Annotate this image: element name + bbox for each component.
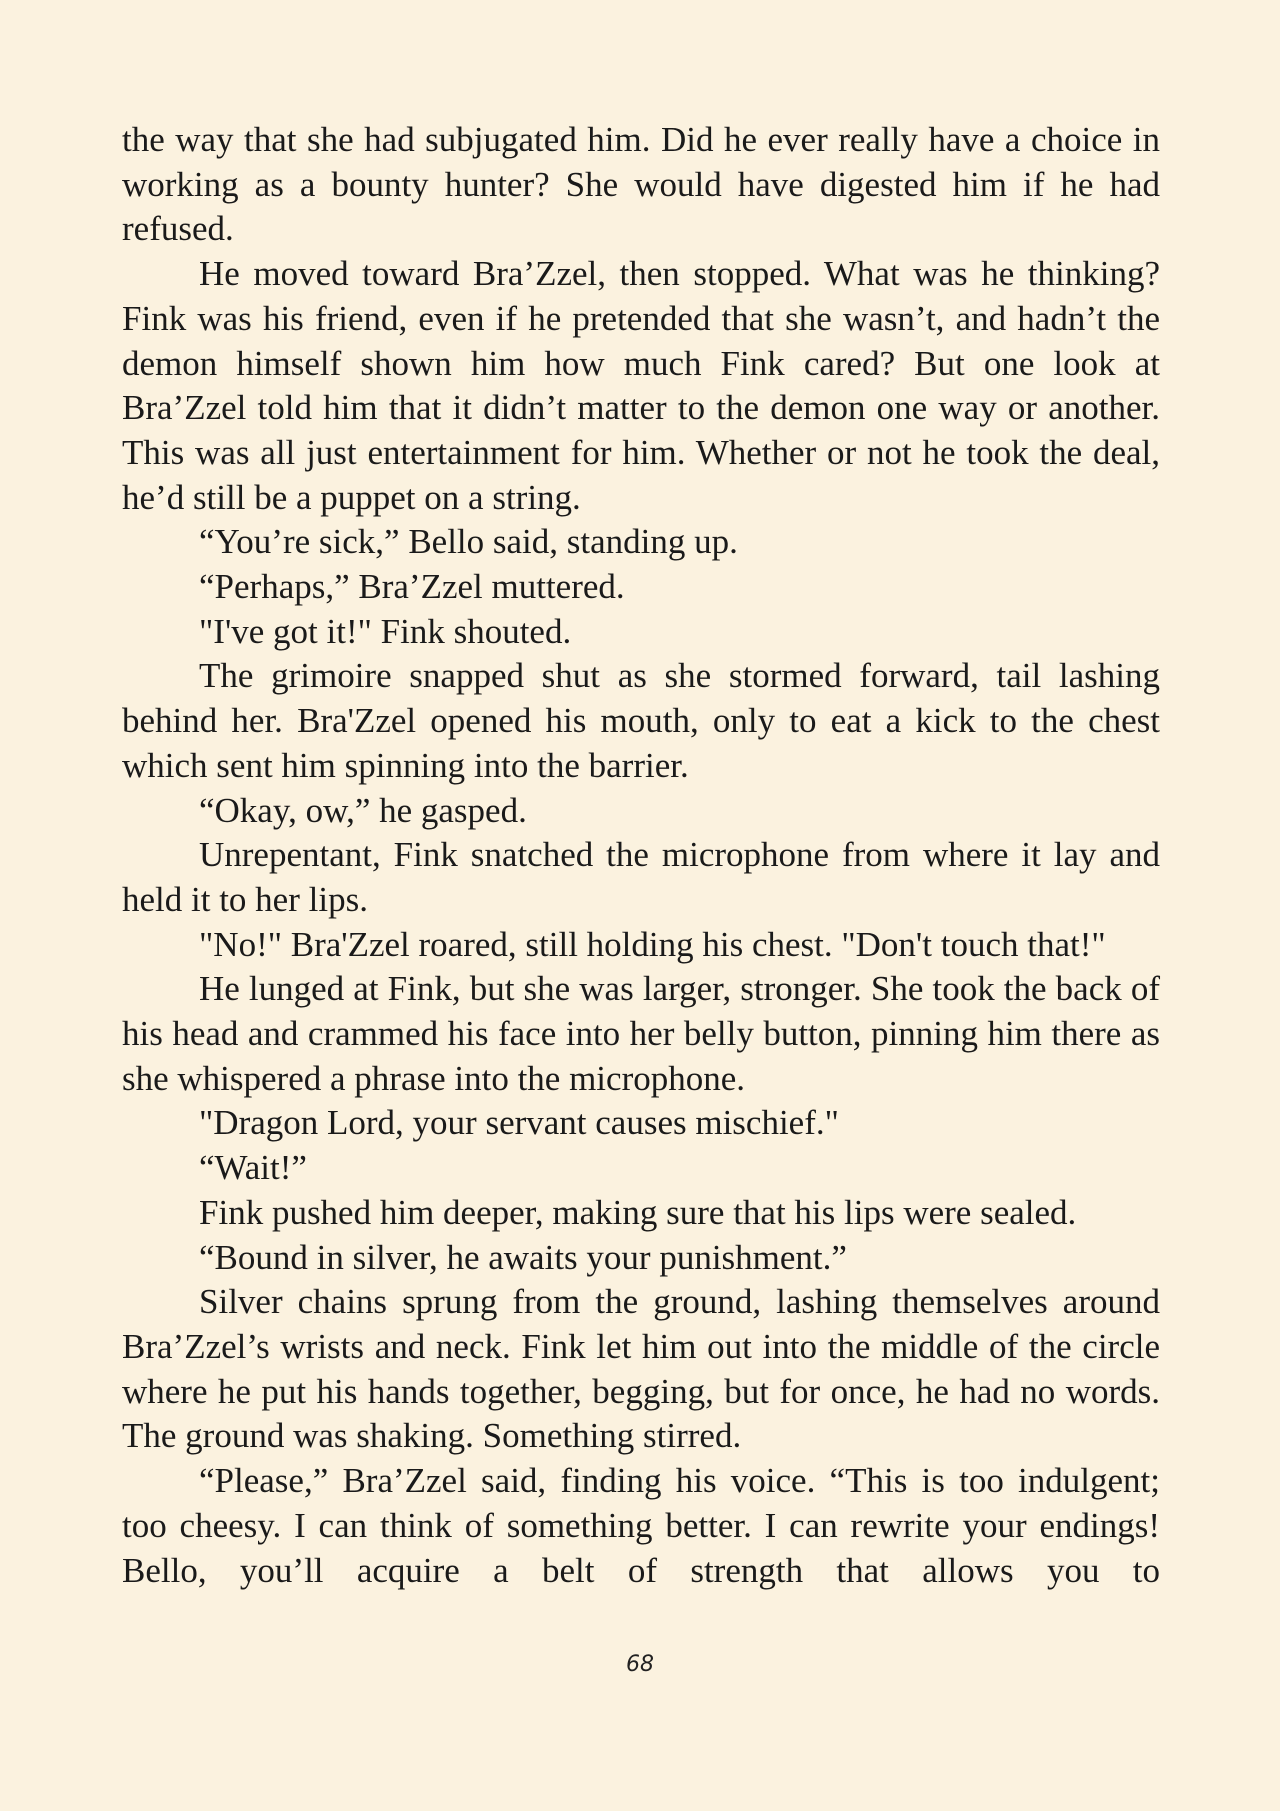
paragraph: “Okay, ow,” he gasped. — [199, 790, 527, 830]
paragraph: “Wait!” — [199, 1148, 307, 1188]
paragraph: “Perhaps,” Bra’Zzel muttered. — [199, 567, 625, 607]
paragraph: "Dragon Lord, your servant causes mischief." — [199, 1103, 839, 1143]
paragraph: Fink pushed him deeper, making sure that his lips were sealed. — [199, 1192, 1077, 1232]
paragraph: “Please,” Bra’Zzel said, finding his voice. “This is too indulgent; too cheesy. I can think of something better. I can rewrite your endings! Bello, you’ll acquire a belt of strength that allows you to — [122, 1461, 1160, 1590]
paragraph: Unrepentant, Fink snatched the microphone from where it lay and held it to her lips. — [122, 835, 1160, 919]
paragraph: "I've got it!" Fink shouted. — [199, 611, 572, 651]
paragraph: Silver chains sprung from the ground, lashing themselves around Bra’Zzel’s wrists and neck. Fink let him out into the middle of the circle where he put his hands together, begging, but for once, he had no words. The ground was shaking. Something stirred. — [122, 1282, 1160, 1456]
page-number: 68 — [626, 1652, 654, 1677]
paragraph: He moved toward Bra’Zzel, then stopped. What was he thinking? Fink was his friend, even if he pretended that she wasn’t, and hadn’t the demon himself shown him how much Fink cared? But one look at Bra’Zzel told him that it didn’t matter to the demon one way or another. This was all just entertainment for him. Whether or not he took the deal, he’d still be a puppet on a string. — [122, 254, 1160, 517]
paragraph: “Bound in silver, he awaits your punishment.” — [199, 1237, 847, 1277]
paragraph: the way that she had subjugated him. Did he ever really have a choice in working as a bounty hunter? She would have digested him if he had refused. — [122, 120, 1160, 249]
paragraph: The grimoire snapped shut as she stormed forward, tail lashing behind her. Bra'Zzel opened his mouth, only to eat a kick to the chest which sent him spinning into the barrier. — [122, 656, 1160, 785]
paragraph: “You’re sick,” Bello said, standing up. — [199, 522, 738, 562]
body-text — [122, 118, 1160, 1593]
paragraph: "No!" Bra'Zzel roared, still holding his chest. "Don't touch that!" — [199, 924, 1106, 964]
paragraph: He lunged at Fink, but she was larger, stronger. She took the back of his head and crammed his face into her belly button, pinning him there as she whispered a phrase into the microphone. — [122, 969, 1160, 1098]
